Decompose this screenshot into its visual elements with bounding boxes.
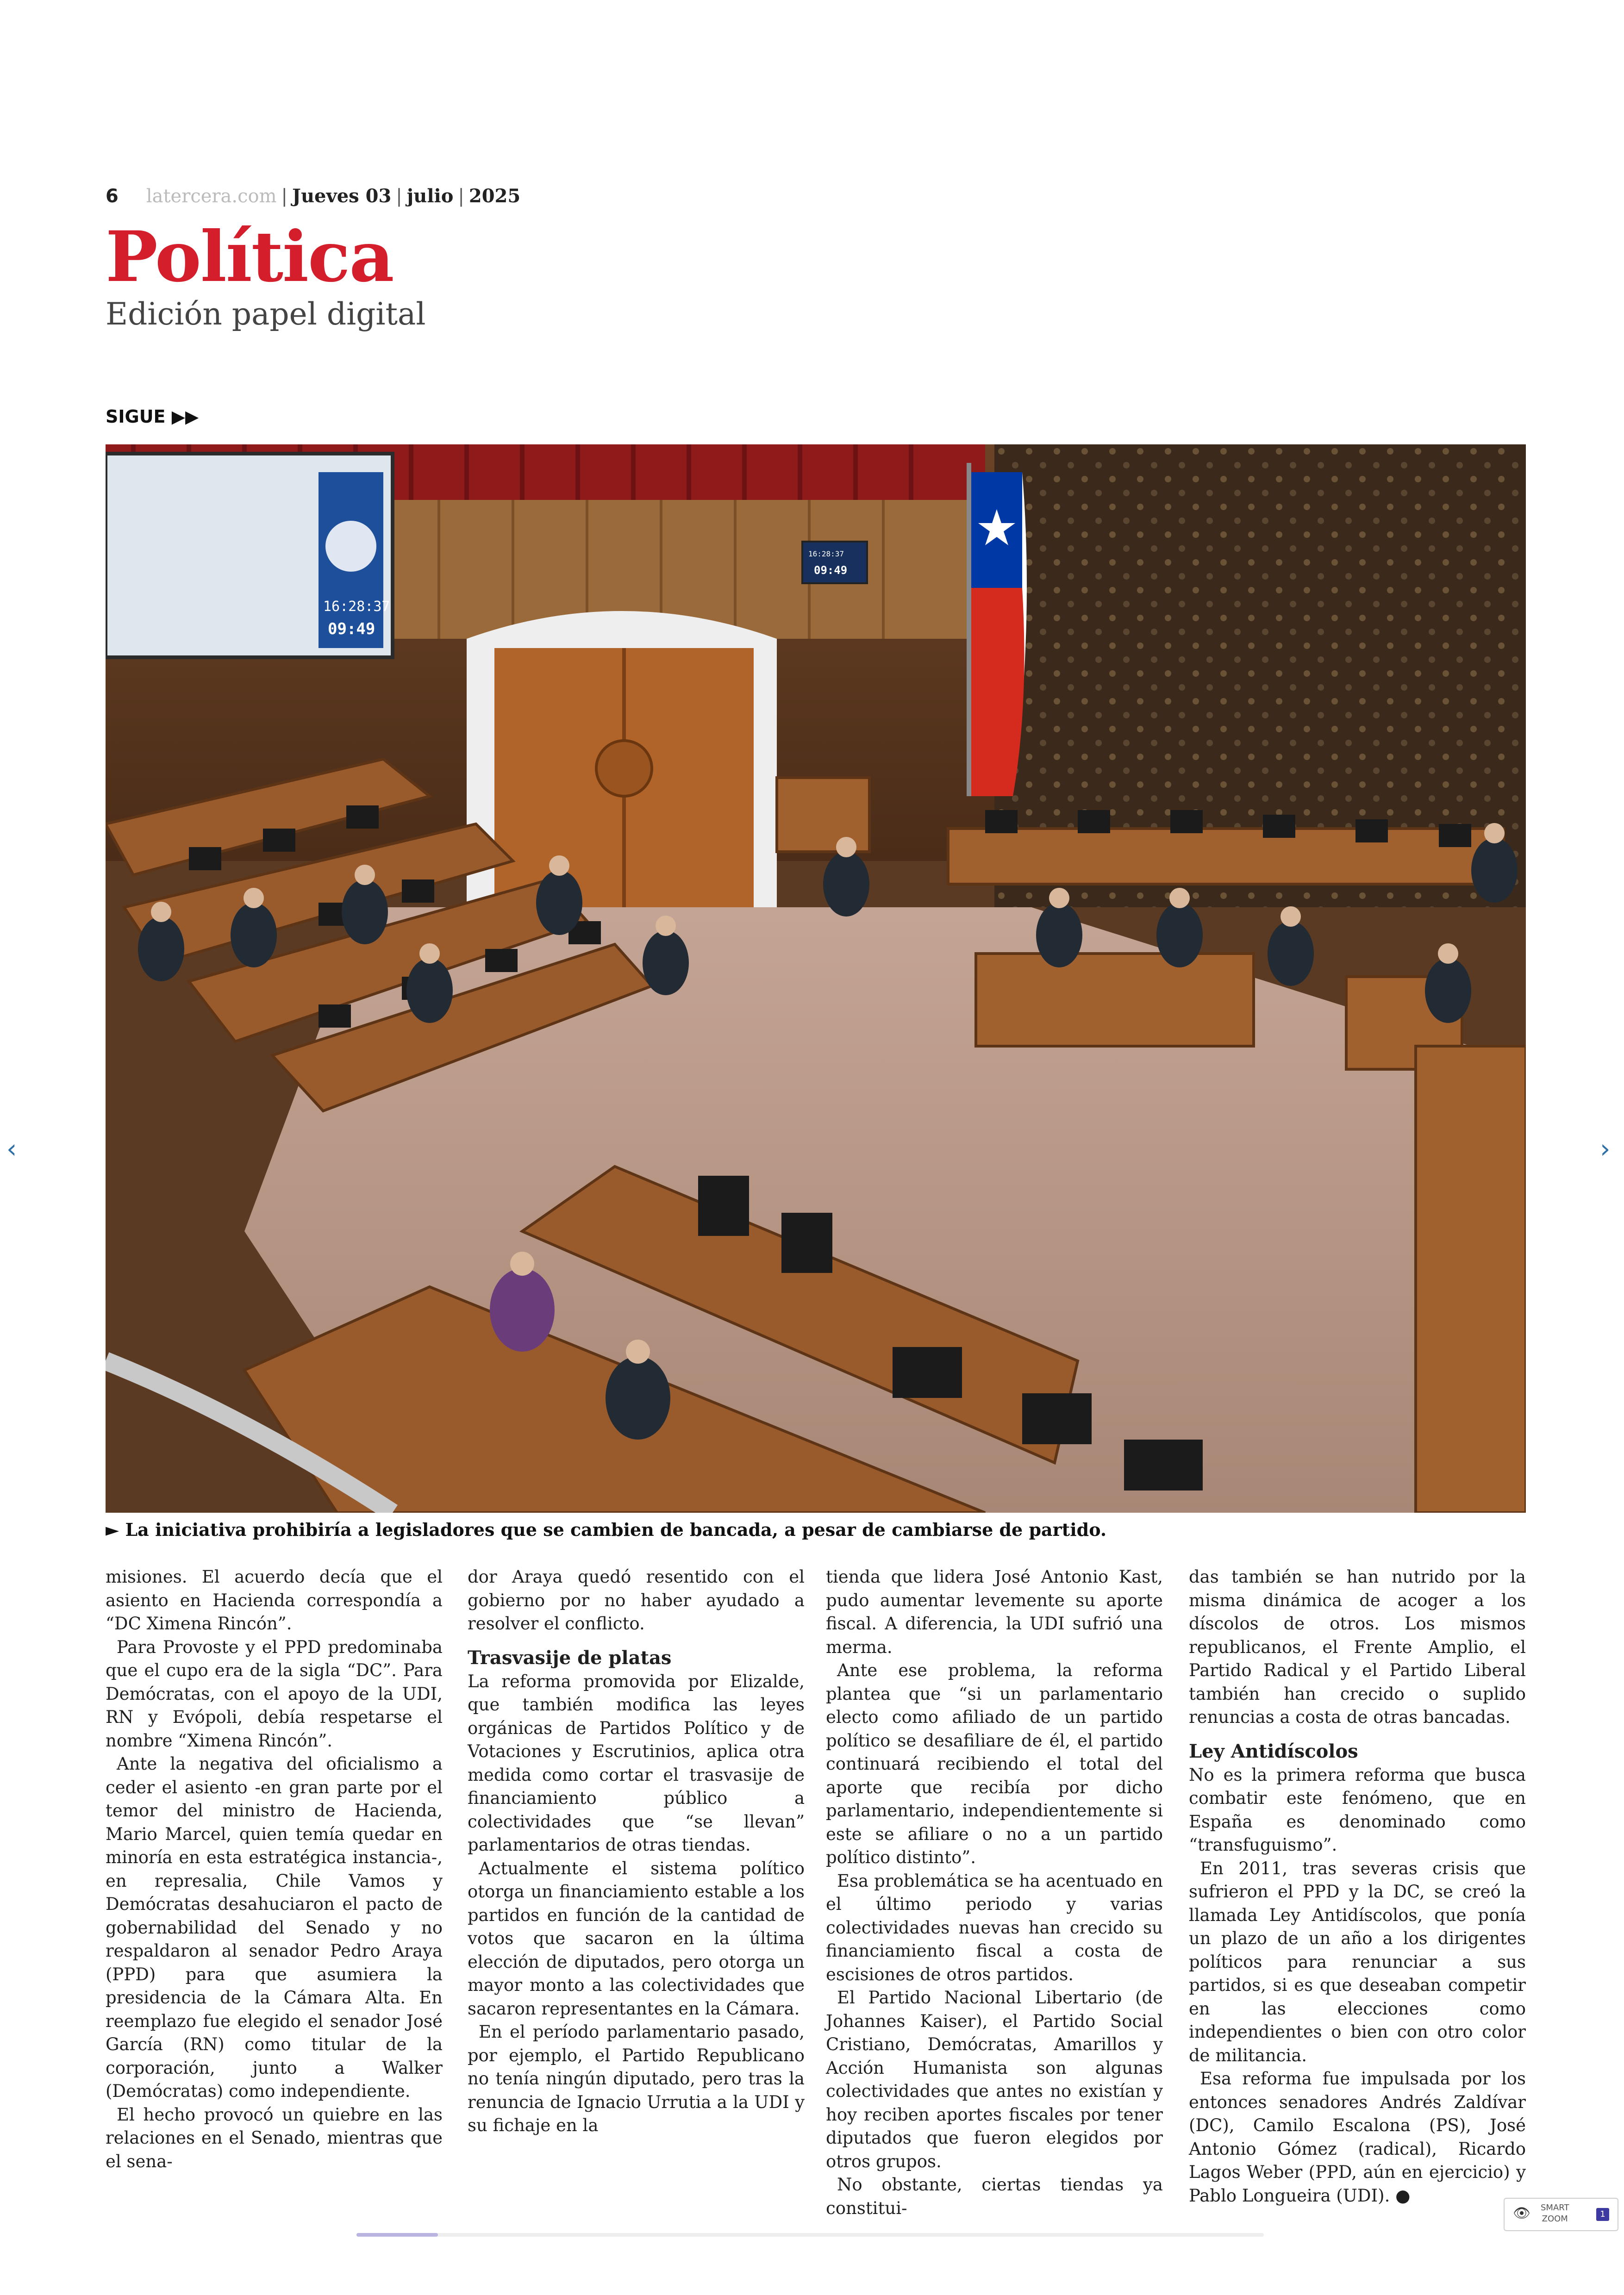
header-month: julio [406,185,454,207]
paragraph: Ante ese problema, la reforma plantea que “si un parlamentario electo como afiliado de un partido político se desafiliare de él, el partido continuará recibiendo el total del aporte que recibía por dicho parlamentario, independientemente si este se afiliare o no a un partido político distinto”. [826,1660,1163,1867]
page-progress-bar[interactable] [356,2233,1264,2237]
photo-caption: ► La iniciativa prohibiría a legisladores que se cambien de bancada, a pesar de cambiarse de partido. [106,1519,1107,1540]
continue-label: SIGUE ▶▶ [106,406,199,427]
article-body [106,1565,1526,2218]
page-number: 6 [106,186,119,207]
paragraph: Actualmente el sistema político otorga un financiamiento estable a los partidos en función de la cantidad de votos que sacaron en la última elección de diputados, pero otorga un mayor monto a las colectividades que sacaron representantes en la Cámara. [468,1858,805,2019]
paragraph: tienda que lidera José Antonio Kast, pudo aumentar levemente su aporte fiscal. A diferencia, la UDI sufrió una merma. [826,1567,1163,1657]
article-column-1 [106,1565,443,2173]
paragraph: La reforma promovida por Elizalde, que también modifica las leyes orgánicas de Partidos Político y de Votaciones y Escrutinios, aplica otra medida como cortar el trasvasije de financiamiento público a colectividades que “se llevan” parlamentarios de otras tiendas. [468,1671,805,1855]
page-header: 6 latercera.com | Jueves 03 | julio | 2025 [106,185,521,207]
svg-text:09:49: 09:49 [814,564,848,577]
screen-count-left: 09:49 [328,620,375,638]
progress-fill [356,2233,438,2237]
paragraph: El Partido Nacional Libertario (de Johannes Kaiser), el Partido Social Cristiano, Demócratas, Amarillos y Acción Humanista son algunas colectividades que antes no existían y hoy reciben aportes fiscales por tener diputados que fueron elegidos por otros grupos. [826,1988,1163,2171]
site-name: latercera.com [146,186,277,207]
article-column-3 [826,1565,1163,2220]
paragraph: das también se han nutrido por la misma dinámica de acoger a los díscolos de otros. Los mismos republicanos, el Frente Amplio, el Partido Radical y el Partido Liberal también han crecido o suplido renuncias a costa de otras bancadas. [1189,1567,1526,1727]
paragraph: misiones. El acuerdo decía que el asiento en Hacienda correspondía a “DC Ximena Rincón”. [106,1567,443,1634]
chevron-right-icon[interactable]: › [1600,1134,1611,1164]
senate-chamber-photo [106,444,1526,1513]
paragraph: dor Araya quedó resentido con el gobierno por no haber ayudado a resolver el conflicto. [468,1567,805,1634]
paragraph: No es la primera reforma que busca combatir este fenómeno, que en España es denominado como “transfuguismo”. [1189,1765,1526,1855]
subheading: Trasvasije de platas [468,1646,672,1669]
article-column-4 [1189,1565,1526,2208]
subheading: Ley Antidíscolos [1189,1740,1358,1762]
paragraph: Esa reforma fue impulsada por los entonces senadores Andrés Zaldívar (DC), Camilo Escalona (PS), José Antonio Gómez (radical), Ricardo Lagos Weber (PPD, aún en ejercicio) y Pablo Longueira (UDI). ● [1189,2069,1526,2206]
paragraph: El hecho provocó un quiebre en las relaciones en el Senado, mientras que el sena- [106,2104,443,2171]
eye-icon: 👁 [1513,2205,1531,2221]
smart-zoom-label: SMART ZOOM [1541,2203,1569,2224]
paragraph: Esa problemática se ha acentuado en el último periodo y varias colectividades nuevas han crecido su financiamiento fiscal a costa de escisiones de otros partidos. [826,1871,1163,1984]
screen-time-left: 16:28:37 [323,599,390,615]
article-column-2 [468,1565,805,2138]
page-badge: 1 [1596,2208,1609,2221]
paragraph: Para Provoste y el PPD predominaba que el cupo era de la sigla “DC”. Para Demócratas, con el apoyo de la UDI, RN y Evópoli, debía respetarse el nombre “Ximena Rincón”. [106,1637,443,1751]
paragraph: Ante la negativa del oficialismo a ceder el asiento -en gran parte por el temor del ministro de Hacienda, Mario Marcel, quien temía quedar en minoría en esta estratégica instancia-, en represalia, Chile Vamos y Demócratas desahuciaron el pacto de gobernabilidad del Senado y no respaldaron al senador Pedro Araya (PPD) para que asumiera la presidencia de la Cámara Alta. En reemplazo fue elegido el senador José García (RN) como titular de la corporación, junto a Walker (Demócratas) como independiente. [106,1754,443,2101]
chevron-left-icon[interactable]: ‹ [6,1134,17,1164]
section-subtitle: Edición papel digital [106,296,426,332]
header-day: Jueves 03 [292,185,392,207]
section-title: Política [106,216,394,298]
paragraph: No obstante, ciertas tiendas ya constitui- [826,2175,1163,2218]
header-year: 2025 [468,185,521,207]
svg-text:16:28:37: 16:28:37 [808,549,844,558]
photo-illustration [106,444,1526,1513]
smart-zoom-button[interactable] [1504,2198,1618,2231]
paragraph: En el período parlamentario pasado, por ejemplo, el Partido Republicano no tenía ningún diputado, pero tras la renuncia de Ignacio Urrutia a la UDI y su fichaje en la [468,2022,805,2135]
paragraph: En 2011, tras severas crisis que sufrieron el PPD y la DC, se creó la llamada Ley Antidíscolos, que ponía un plazo de un año a los dirigentes políticos para renunciar a sus partidos, si es que deseaban competir en las elecciones como independientes o bien con otro color de militancia. [1189,1858,1526,2065]
